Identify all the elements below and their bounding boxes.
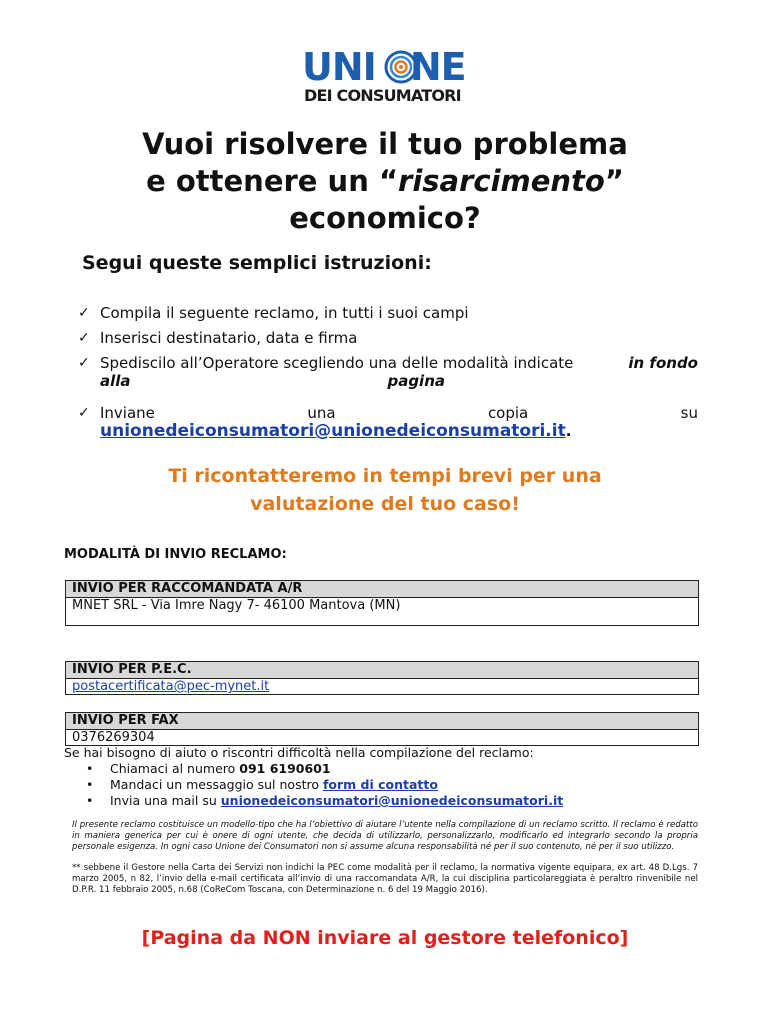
pec-box bbox=[65, 661, 699, 695]
footer-warning: [Pagina da NON inviare al gestore telefonico] bbox=[141, 927, 629, 949]
step-4-line-2 bbox=[100, 422, 698, 440]
step-2-text: Inserisci destinatario, data e firma bbox=[100, 329, 358, 347]
disclaimer-note-1: Il presente reclamo costituisce un modello-tipo che ha l’obiettivo di aiutare l’utente nella compilazione di un reclamo scritto. Il reclamo è redatto in maniera generica per cui è onere di ogni utente, che decida di utilizzarlo, personalizzarlo, modificarlo ed integrarlo secondo la propria personale esigenza. In ogni caso Unione dei Consumatori non si assume alcuna responsabilità né per il suo contenuto, né per il suo utilizzo. bbox=[72, 820, 698, 852]
target-icon bbox=[384, 50, 418, 84]
step-4-word-1: Inviane bbox=[100, 404, 155, 422]
step-3-bold-a: in fondo bbox=[628, 354, 698, 372]
title-line-2-pre: e ottenere un “ bbox=[146, 164, 399, 198]
box-body: MNET SRL - Via Imre Nagy 7- 46100 Mantova (MN) bbox=[72, 598, 401, 613]
disclaimer-note-2: ** sebbene il Gestore nella Carta dei Servizi non indichi la PEC come modalità per il reclamo, la normativa vigente equipara, ex art. 48 D.Lgs. 7 marzo 2005, n 82, l’invio della e-mail certificata all’invio di una raccomandata A/R, la cui disciplina particolareggiata è peraltro rinvenibile nel D.P.R. 11 febbraio 2005, n.68 (CoReCom Toscana, con Determinazione n. 6 del 19 Maggio 2016). bbox=[72, 863, 698, 895]
box-header: INVIO PER FAX bbox=[66, 713, 698, 730]
logo-subtitle: DEI CONSUMATORI bbox=[304, 86, 461, 105]
step-3-text: Spediscilo all’Operatore scegliendo una delle modalità indicate bbox=[100, 354, 574, 372]
box-header: INVIO PER RACCOMANDATA A/R bbox=[66, 581, 698, 598]
help-item-2-text: Mandaci un messaggio sul nostro bbox=[110, 777, 323, 792]
bullet-icon: • bbox=[86, 761, 94, 776]
title-emphasis: risarcimento bbox=[398, 164, 605, 198]
step-1-text: Compila il seguente reclamo, in tutti i suoi campi bbox=[100, 304, 469, 322]
list-item bbox=[78, 304, 698, 322]
phone-number: 091 6190601 bbox=[239, 761, 331, 776]
logo-text-prefix: UNI bbox=[302, 45, 376, 89]
step-4-word-2: una bbox=[307, 404, 336, 422]
step-3-bold-b: alla bbox=[100, 372, 131, 390]
title-line-3: economico? bbox=[289, 201, 481, 235]
list-item bbox=[78, 404, 698, 440]
step-4-word-3: copia bbox=[487, 404, 529, 422]
logo bbox=[302, 45, 474, 106]
help-intro: Se hai bisogno di aiuto o riscontri difficoltà nella compilazione del reclamo: bbox=[64, 745, 534, 760]
box-header: INVIO PER P.E.C. bbox=[66, 662, 698, 679]
callback-message bbox=[80, 462, 690, 518]
help-section bbox=[64, 745, 704, 809]
help-email-link[interactable]: unionedeiconsumatori@unionedeiconsumatori.it bbox=[220, 793, 564, 808]
list-item bbox=[78, 329, 698, 347]
list-item bbox=[78, 354, 698, 390]
step-4-period: . bbox=[565, 422, 572, 440]
step-4-line-1 bbox=[100, 404, 698, 422]
instructions-list bbox=[78, 304, 698, 447]
disclaimer-notes bbox=[72, 820, 698, 906]
instructions-heading: Segui queste semplici istruzioni: bbox=[82, 252, 432, 274]
step-3-line-1 bbox=[100, 354, 698, 372]
list-item bbox=[64, 761, 704, 777]
title-line-1: Vuoi risolvere il tuo problema bbox=[142, 127, 628, 161]
box-body bbox=[66, 679, 698, 695]
checkmark-icon: ✓ bbox=[78, 330, 90, 346]
pec-email-link[interactable]: postacertificata@pec-mynet.it bbox=[72, 679, 270, 694]
fax-box bbox=[65, 712, 699, 746]
raccomandata-box bbox=[65, 580, 699, 626]
checkmark-icon: ✓ bbox=[78, 355, 90, 371]
contact-form-link[interactable]: form di contatto bbox=[322, 777, 438, 792]
help-list bbox=[64, 761, 704, 809]
bullet-icon: • bbox=[86, 777, 94, 792]
box-body: 0376269304 bbox=[72, 730, 155, 745]
callback-line-2: valutazione del tuo caso! bbox=[250, 493, 520, 515]
list-item bbox=[64, 777, 704, 793]
step-4-word-4: su bbox=[680, 404, 698, 422]
logo-text-suffix: NE bbox=[409, 45, 466, 89]
step-3-bold-c: pagina bbox=[387, 372, 445, 390]
page-title bbox=[60, 126, 710, 237]
callback-line-1: Ti ricontatteremo in tempi brevi per una bbox=[168, 465, 602, 487]
help-item-1-text: Chiamaci al numero bbox=[110, 761, 240, 776]
step-3-line-2 bbox=[100, 372, 445, 390]
email-link[interactable]: unionedeiconsumatori@unionedeiconsumatori.it bbox=[100, 421, 566, 441]
checkmark-icon: ✓ bbox=[78, 405, 90, 421]
list-item bbox=[64, 793, 704, 809]
section-title: MODALITÀ DI INVIO RECLAMO: bbox=[64, 547, 287, 562]
title-line-2-post: ” bbox=[604, 164, 624, 198]
bullet-icon: • bbox=[86, 793, 94, 808]
help-item-3-text: Invia una mail su bbox=[110, 793, 221, 808]
checkmark-icon: ✓ bbox=[78, 305, 90, 321]
